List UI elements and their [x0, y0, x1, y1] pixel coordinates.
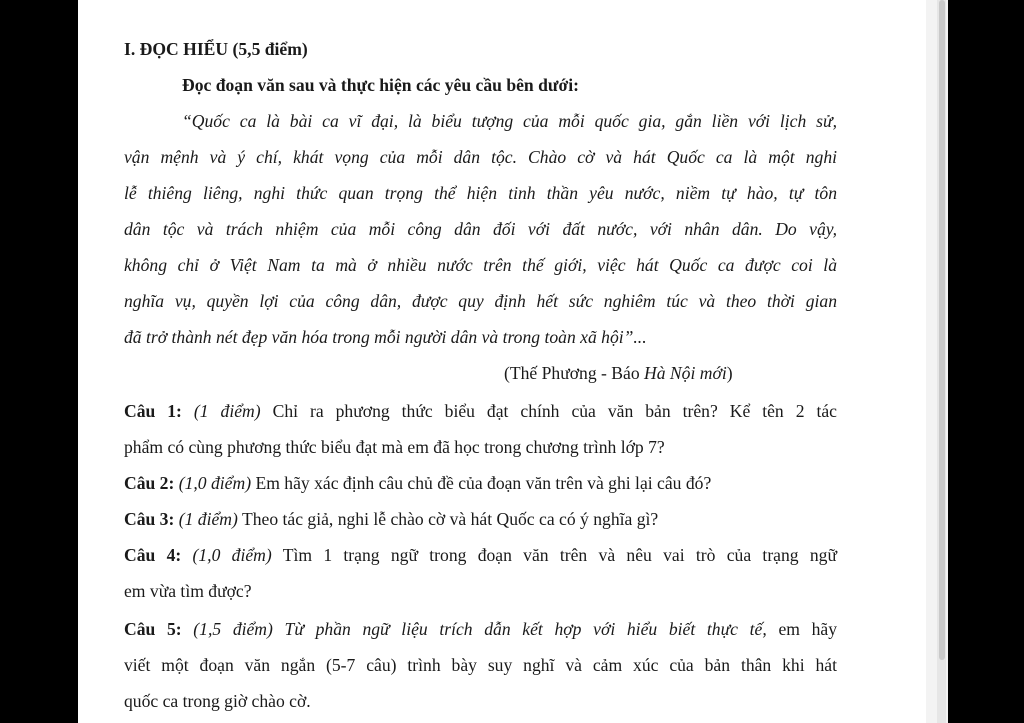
question-points: (1,0 điểm) — [192, 545, 272, 565]
section-heading: I. ĐỌC HIỂU (5,5 điểm) — [124, 39, 308, 59]
left-black-margin — [0, 0, 78, 723]
question-text: Chỉ ra phương thức biểu đạt chính của văn bản trên? Kể tên 2 tác — [272, 401, 837, 421]
question-points: (1 điểm) — [178, 509, 238, 529]
question-points: (1,5 điểm) — [193, 619, 273, 639]
question-3 — [124, 507, 658, 531]
question-label: Câu 4: — [124, 545, 182, 565]
source-citation — [504, 361, 733, 385]
question-2 — [124, 471, 711, 495]
question-5-continued: quốc ca trong giờ chào cờ. — [124, 691, 311, 711]
question-label: Câu 5: — [124, 619, 182, 639]
question-italic-text: Từ phần ngữ liệu trích dẫn kết hợp với hiểu biết thực tế, — [284, 619, 767, 639]
question-4-continued: em vừa tìm được? — [124, 581, 252, 601]
question-text: Em hãy xác định câu chủ đề của đoạn văn trên và ghi lại câu đó? — [255, 473, 712, 493]
scrollbar-thumb[interactable] — [939, 0, 945, 660]
question-1 — [124, 399, 837, 423]
question-text: Theo tác giả, nghi lễ chào cờ và hát Quốc ca có ý nghĩa gì? — [241, 509, 659, 529]
passage-line: nghĩa vụ, quyền lợi của công dân, được quy định hết sức nghiêm túc và theo thời gian — [124, 291, 837, 311]
question-label: Câu 2: — [124, 473, 175, 493]
passage-line: “Quốc ca là bài ca vĩ đại, là biểu tượng của mỗi quốc gia, gắn liền với lịch sử, — [182, 111, 837, 131]
passage-line: dân tộc và trách nhiệm của mỗi công dân đối với đất nước, với nhân dân. Do vậy, — [124, 219, 837, 239]
passage-line: đã trở thành nét đẹp văn hóa trong mỗi người dân và trong toàn xã hội”... — [124, 327, 647, 347]
question-text: Tìm 1 trạng ngữ trong đoạn văn trên và nêu vai trò của trạng ngữ — [282, 545, 837, 565]
right-black-margin — [948, 0, 1024, 723]
source-prefix: (Thế Phương - Báo — [504, 363, 645, 383]
passage-line: vận mệnh và ý chí, khát vọng của mỗi dân tộc. Chào cờ và hát Quốc ca là một nghi — [124, 147, 837, 167]
passage-line: lễ thiêng liêng, nghi thức quan trọng thể hiện tinh thần yêu nước, niềm tự hào, tự tôn — [124, 183, 837, 203]
question-points: (1,0 điểm) — [178, 473, 252, 493]
question-1-continued: phẩm có cùng phương thức biểu đạt mà em đã học trong chương trình lớp 7? — [124, 437, 665, 457]
question-4 — [124, 543, 837, 567]
source-publication: Hà Nội mới — [644, 363, 727, 383]
document-page — [78, 0, 926, 723]
instruction-text: Đọc đoạn văn sau và thực hiện các yêu cầu bên dưới: — [182, 75, 579, 95]
question-label: Câu 3: — [124, 509, 175, 529]
question-5-continued: viết một đoạn văn ngắn (5-7 câu) trình bày suy nghĩ và cảm xúc của bản thân khi hát — [124, 655, 837, 675]
question-text: em hãy — [778, 619, 838, 639]
question-label: Câu 1: — [124, 401, 182, 421]
source-suffix: ) — [726, 363, 733, 383]
passage-line: không chỉ ở Việt Nam ta mà ở nhiều nước trên thế giới, việc hát Quốc ca được coi là — [124, 255, 837, 275]
question-points: (1 điểm) — [193, 401, 261, 421]
question-5 — [124, 617, 837, 641]
